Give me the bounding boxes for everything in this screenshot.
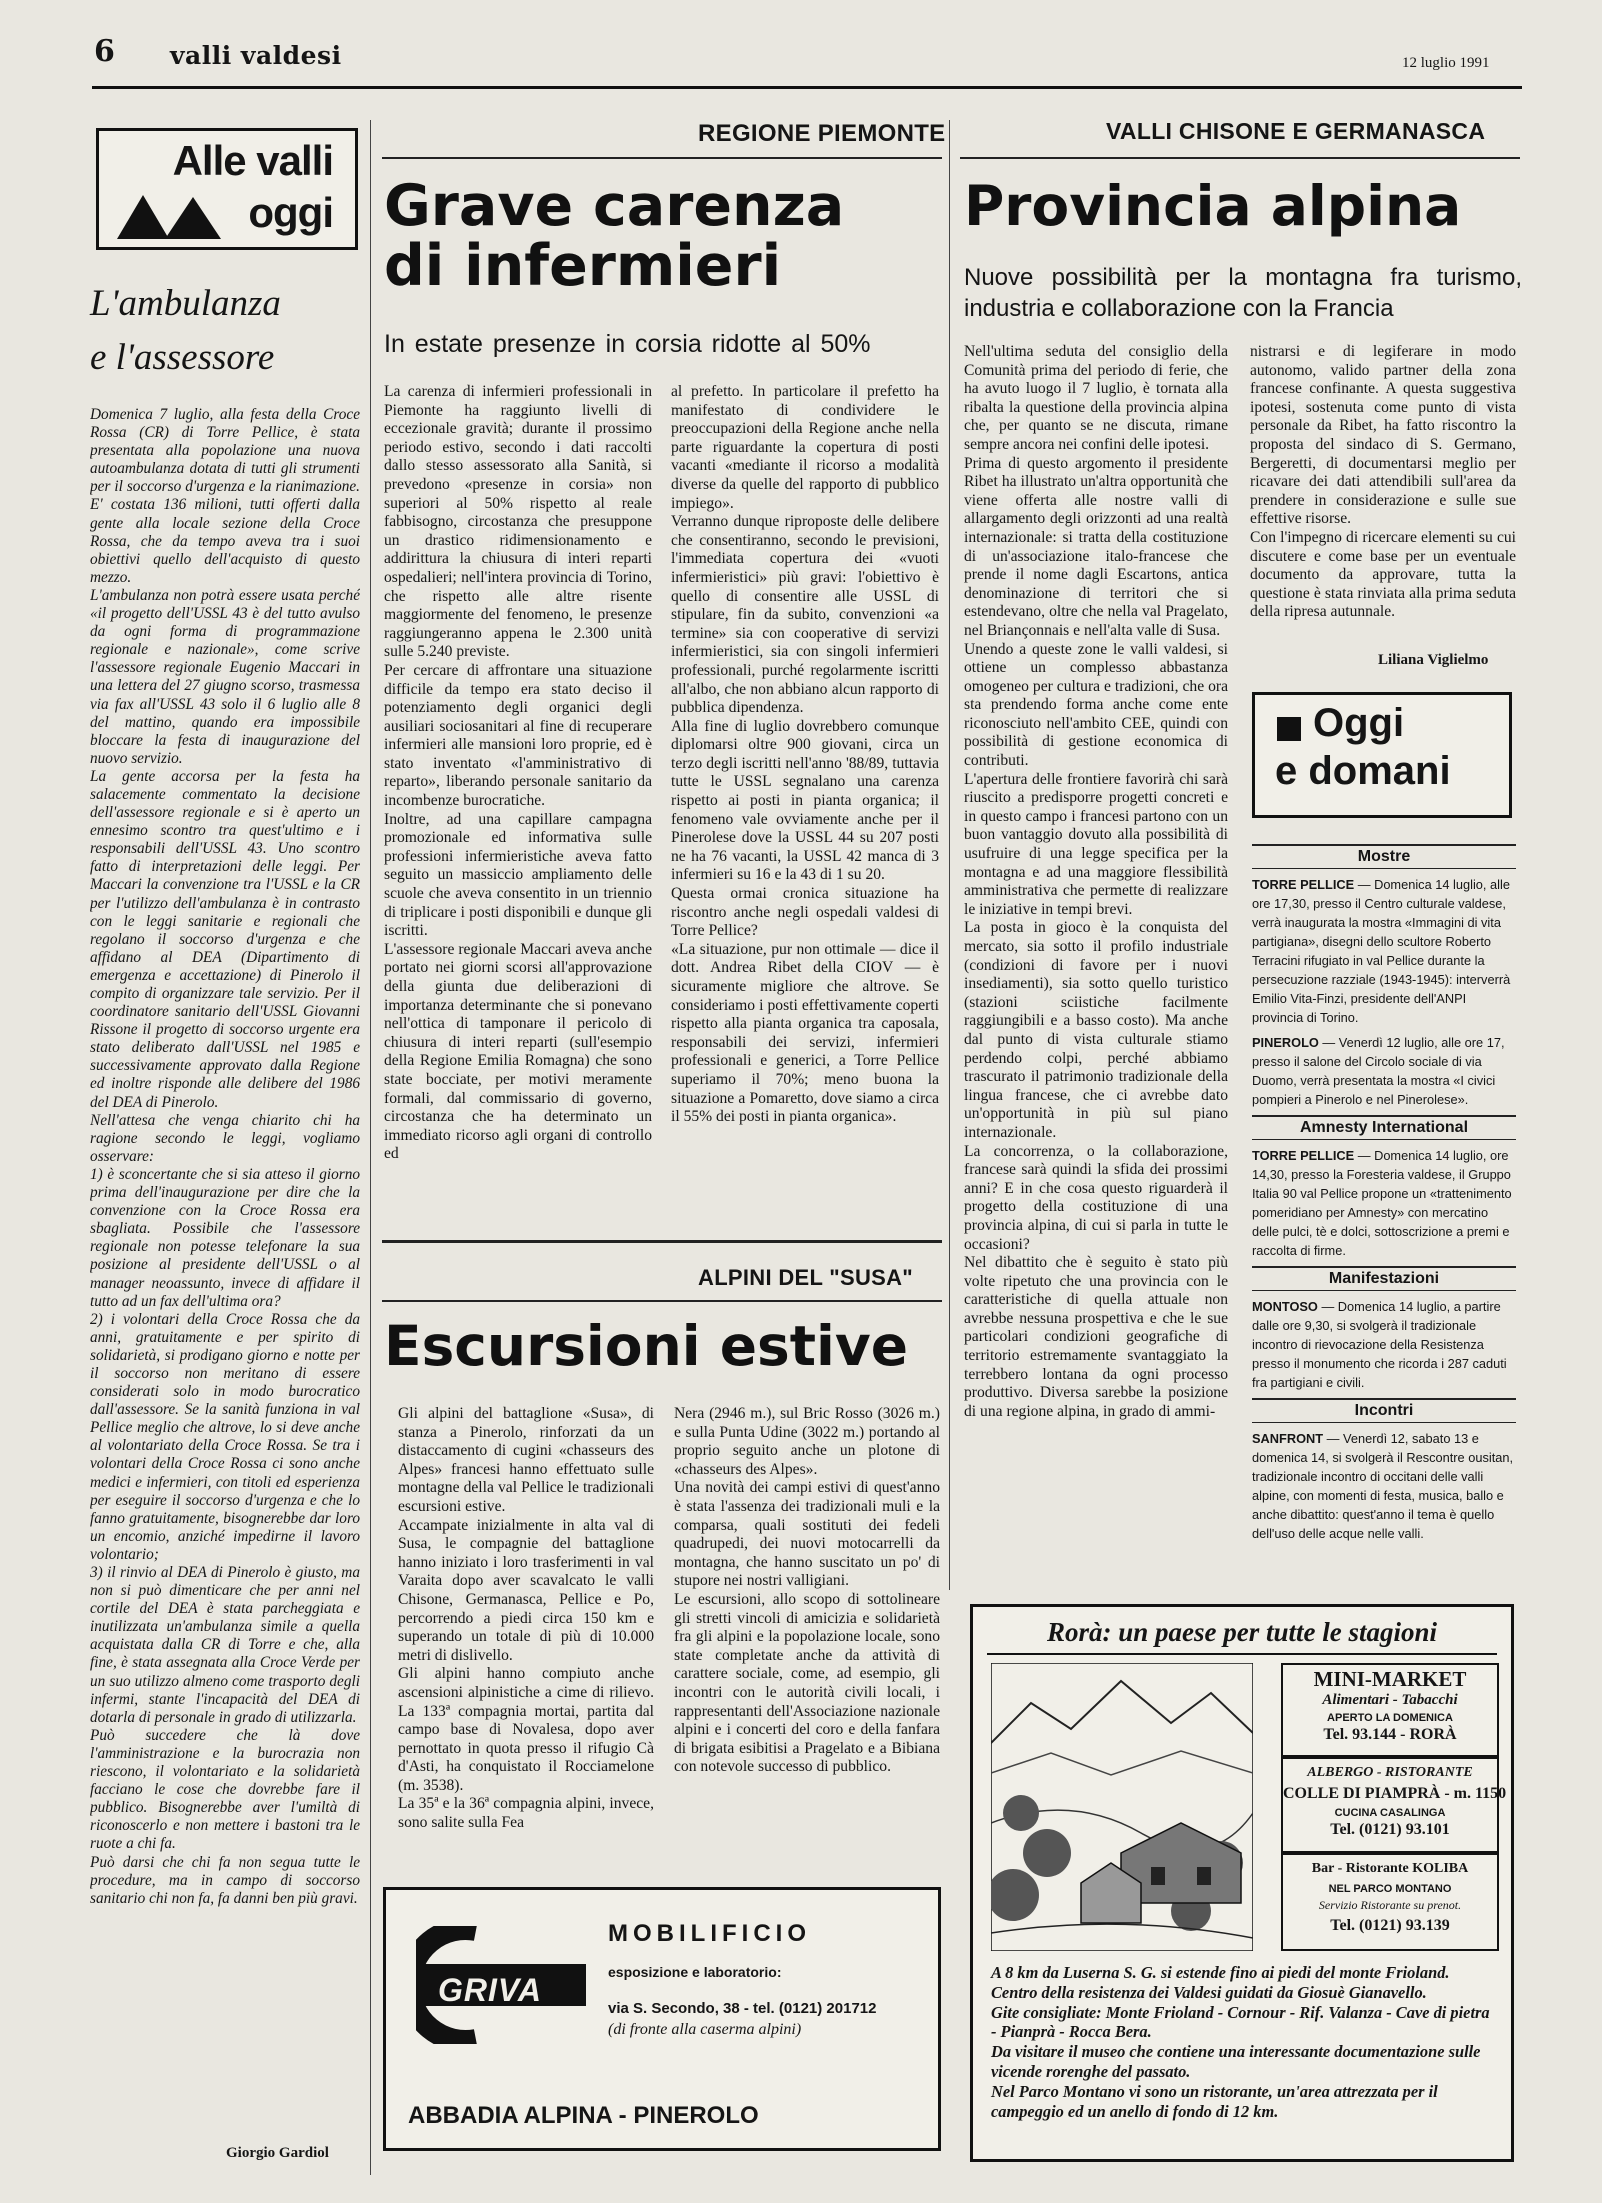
koliba-line1: NEL PARCO MONTANO bbox=[1328, 1883, 1452, 1895]
koliba-line2: Servizio Ristorante su prenot. bbox=[1318, 1898, 1462, 1912]
event-listings bbox=[1252, 844, 1516, 1584]
listing-entry bbox=[1252, 1146, 1516, 1260]
listing-place: MONTOSO bbox=[1252, 1299, 1322, 1314]
column-rule-left bbox=[370, 120, 371, 2175]
listing-section-heading: Mostre bbox=[1252, 844, 1516, 869]
listing-entry bbox=[1252, 1033, 1516, 1109]
listing-place: TORRE PELLICE bbox=[1252, 877, 1358, 892]
mini-market-title: MINI-MARKET bbox=[1313, 1667, 1467, 1691]
listing-place: PINEROLO bbox=[1252, 1035, 1323, 1050]
column-rule-right bbox=[949, 120, 950, 1590]
albergo-line2: CUCINA CASALINGA bbox=[1334, 1807, 1446, 1819]
village-illustration bbox=[991, 1663, 1253, 1951]
excursions-kicker: ALPINI DEL "SUSA" bbox=[698, 1265, 914, 1290]
center-headline-line2: di infermieri bbox=[384, 232, 782, 299]
griva-line1: esposizione e laboratorio: bbox=[608, 1964, 782, 1980]
rora-ad-text: A 8 km da Luserna S. G. si estende fino ai piedi del monte Frioland. Centro della resistenza dei Valdesi guidati da Giosuè Gianavello. Gite consigliate: Monte Frioland - Cornour - Rif. Valanza - Cave di pietra - Pianprà - Rocca Bera. Da visitare il museo che contiene una interessante documentazione sulle vicende rorenghe del passato. Nel Parco Montano vi sono un ristorante, un'area attrezzata per il campeggio ed un anello di fondo di 12 km. bbox=[991, 1963, 1490, 2121]
oggi-domani-box bbox=[1252, 692, 1512, 818]
left-article-title-2: e l'assessore bbox=[90, 337, 275, 378]
koliba-box bbox=[1281, 1853, 1499, 1951]
listing-text: — Venerdì 12, sabato 13 e domenica 14, si svolgerà il Rescontre ousitan, tradizionale incontro di occitani delle valli alpine, con momenti di festa, musica, ballo e anche dibattito: quest'anno il tema è quello dell'uso delle acque nelle valli. bbox=[1252, 1431, 1514, 1541]
right-headline: Provincia alpina bbox=[964, 174, 1462, 238]
griva-line3: (di fronte alla caserma alpini) bbox=[608, 2021, 802, 2038]
griva-title: MOBILIFICIO bbox=[608, 1920, 811, 1947]
header-rule bbox=[92, 86, 1522, 89]
right-kicker: VALLI CHISONE E GERMANASCA bbox=[1106, 118, 1486, 144]
center-headline-line1: Grave carenza bbox=[384, 173, 845, 239]
koliba-title: Bar - Ristorante KOLIBA bbox=[1311, 1861, 1469, 1876]
mini-market-line1: Alimentari - Tabacchi bbox=[1322, 1692, 1458, 1708]
left-article-title-1: L'ambulanza bbox=[90, 283, 281, 324]
listing-section-heading: Amnesty International bbox=[1252, 1115, 1516, 1140]
koliba-phone: Tel. (0121) 93.139 bbox=[1330, 1917, 1450, 1934]
logo-line2: oggi bbox=[248, 189, 333, 236]
center-headline bbox=[384, 173, 845, 299]
mini-market-box bbox=[1281, 1663, 1499, 1757]
mini-market-line2: APERTO LA DOMENICA bbox=[1327, 1712, 1453, 1724]
left-article-author: Giorgio Gardiol bbox=[226, 2145, 329, 2161]
listing-entry bbox=[1252, 1429, 1516, 1543]
excursions-headline: Escursioni estive bbox=[384, 1314, 909, 1378]
albergo-title: ALBERGO - RISTORANTE bbox=[1307, 1765, 1473, 1780]
listing-text: — Domenica 14 luglio, alle ore 17,30, presso il Centro culturale valdese, verrà inaugurata la mostra «Immagini di vita partigiana», disegni dello scultore Roberto Terracini rifugiato in val Pellice durante la persecuzione razziale (1943-1945): interverrà Emilio Vita-Finzi, presidente dell'ANPI provincia di Torino. bbox=[1252, 877, 1511, 1025]
right-article-author: Liliana Viglielmo bbox=[1378, 652, 1489, 668]
griva-line2: via S. Secondo, 38 - tel. (0121) 201712 bbox=[608, 2000, 877, 2017]
listing-section-heading: Incontri bbox=[1252, 1398, 1516, 1423]
oggi-domani-title-1: Oggi bbox=[1313, 701, 1405, 745]
page-number: 6 bbox=[94, 34, 115, 69]
center-bottom-rule bbox=[382, 1240, 942, 1243]
rora-ad bbox=[970, 1604, 1514, 2162]
listing-text: — Domenica 14 luglio, ore 14,30, presso la Foresteria valdese, il Gruppo Italia 90 val Pellice propone un «trattenimento pomeridiano per Amnesty» con mercatino delle pulci, tè e dolci, sottoscrizione a premi e raccolta di firme. bbox=[1252, 1148, 1512, 1258]
listing-text: — Venerdì 12 luglio, alle ore 17, presso il salone del Circolo sociale di via Duomo, verrà presentata la mostra «I civici pompieri a Pinerolo e nel Pinerolese». bbox=[1252, 1035, 1505, 1107]
listing-entry bbox=[1252, 875, 1516, 1027]
excursions-col2: Nera (2946 m.), sul Bric Rosso (3026 m.) e sulla Punta Udine (3022 m.) portando al proprio seguito anche un plotone di «chasseurs des Alpes». Una novità dei campi estivi di quest'anno è stata l'assenza dei tradizionali muli e la comparsa, quali sostituti dei fedeli quadrupedi, dei nuovi motocarrelli da montagna, che hanno suscitato un po' di stupore nei nostri valligiani. Le escursioni, allo scopo di sottolineare gli stretti vincoli di amicizia e solidarietà fra gli alpini e la popolazione locale, sono state completate anche da attività di carattere sociale, come, ad esempio, gli incontri con le autorità civili locali, i rappresentanti dell'Associazione nazionale alpini e i concerti del coro e della fanfara di brigata esibitisi a Pragelato e a Bibiana con notevole successo di pubblico. bbox=[674, 1405, 940, 1776]
right-subhead: Nuove possibilità per la montagna fra turismo, industria e collaborazione con la Francia bbox=[964, 264, 1522, 322]
albergo-line1: COLLE DI PIAMPRÀ - m. 1150 bbox=[1283, 1785, 1507, 1802]
excursions-kicker-rule bbox=[382, 1300, 942, 1302]
albergo-phone: Tel. (0121) 93.101 bbox=[1330, 1821, 1450, 1838]
alle-valli-oggi-logo bbox=[96, 128, 358, 250]
right-col1: Nell'ultima seduta del consiglio della Comunità prima del periodo di ferie, che ha avuto luogo il 7 luglio, è tornata alla ribalta la questione della provincia alpina che, per quanto se ne discuta, rimane sempre ancora nei confini delle ipotesi. Prima di questo argomento il presidente Ribet ha illustrato un'altra opportunità che viene offerta alle nostre valli di allargamento degli orizzonti ad una realtà internazionale: si tratta della costituzione di un'associazione italo-francese che prende il nome dagli Escartons, antica denominazione di territori che si estendevano, oltre che nella val Pragelato, nel Briançonnais e nell'alta valle di Susa. Unendo a queste zone le valli valdesi, si ottiene un complesso abbastanza omogeneo per cultura e tradizioni, che ora sta prendendo forma anche come ente riconosciuto nell'ambito CEE, quindi con possibilità di gestione economica di contributi. L'apertura delle frontiere favorirà chi sarà riuscito a predisporre progetti concreti e in questo campo i francesi partono con un buon vantaggio dovuto alla possibilità di usufruire di una legge specifica per la montagna e ad una maggiore flessibilità amministrativa che permette di realizzare le iniziative in tempi brevi. La posta in gioco è la conquista del mercato, sia sotto il profilo industriale (condizioni di favore per i nuovi insediamenti), sia sotto quello turistico (stazioni sciistiche facilmente raggiungibili e a basso costo). Ma anche dal punto di vista culturale stiamo perdendo colpi, perché abbiamo trascurato il patrimonio tradizionale della lingua francese, che ci avrebbe dato un'opportunità in più sul piano internazionale. La concorrenza, o la collaborazione, francese sarà quindi la sfida dei prossimi anni? E in che cosa questo riguarderà il progetto della costituzione di una provincia alpina, di cui si parla in tutte le occasioni? Nel dibattito che è seguito è stato più volte ripetuto che una provincia con le caratteristiche di quella attuale non avrebbe nessuna prospettiva e che le sue particolari condizioni geografiche di territorio estremamente svantaggiato la terrebbero lontana da ogni processo produttivo. Diversa sarebbe la posizione di una regione alpina, in grado di ammi- bbox=[964, 343, 1228, 1420]
rora-ad-title: Rorà: un paese per tutte le stagioni bbox=[1046, 1617, 1438, 1647]
square-bullet-icon bbox=[1277, 717, 1301, 741]
masthead: valli valdesi bbox=[170, 41, 342, 70]
listing-entry bbox=[1252, 1297, 1516, 1392]
griva-ad bbox=[383, 1887, 941, 2151]
listing-place: TORRE PELLICE bbox=[1252, 1148, 1358, 1163]
center-subhead: In estate presenze in corsia ridotte al 50% bbox=[384, 330, 871, 358]
center-kicker: REGIONE PIEMONTE bbox=[698, 120, 946, 147]
griva-logo-text: GRIVA bbox=[438, 1972, 542, 2008]
right-kicker-rule bbox=[960, 157, 1520, 159]
center-col1: La carenza di infermieri professionali in Piemonte ha raggiunto livelli di eccezionale gravità; durante il prossimo periodo estivo, secondo i dati raccolti dallo stesso assessorato alla Sanità, si prevedono «presenze in corsia» non superiori al 50% rispetto al reale fabbisogno, circostanza che presuppone un drastico ridimensionamento e addirittura la chiusura di interi reparti ospedalieri; nell'intera provincia di Torino, che rispetto alle altre risente maggiormente del fenomeno, le presenze raggiungeranno appena le 2.300 unità sulle 5.240 previste. Per cercare di affrontare una situazione difficile da tempo era stato deciso il potenziamento degli organici degli ausiliari sociosanitari al fine di recuperare infermieri alle mansioni loro proprie, ed è stato inventato «l'amministrativo di reparto», liberando personale sanitario da incombenze burocratiche. Inoltre, ad una capillare campagna promozionale ed informativa sulle professioni infermieristiche aveva fatto seguito un massiccio ampliamento delle scuole che aveva consentito in un triennio di triplicare i posti disponibili e dunque gli iscritti. L'assessore regionale Maccari aveva anche portato nei giorni scorsi all'approvazione della giunta due deliberazioni di importanza determinante che si ponevano nell'ottica di tamponare il pericolo di chiusura di interi reparti (sull'esempio della Regione Emilia Romagna) che sono state bocciate, per motivi meramente formali, dal commissario di governo, circostanza che ha determinato un immediato ricorso agli organi di controllo ed bbox=[384, 383, 652, 1163]
issue-date: 12 luglio 1991 bbox=[1402, 55, 1490, 71]
center-kicker-rule bbox=[382, 157, 942, 159]
listing-text: — Domenica 14 luglio, a partire dalle ore 9,30, si svolgerà il tradizionale incontro di rievocazione della Resistenza presso il monumento che ricorda i 287 caduti fra partigiani e civili. bbox=[1252, 1299, 1507, 1390]
listing-section-heading: Manifestazioni bbox=[1252, 1266, 1516, 1291]
left-article-body: Domenica 7 luglio, alla festa della Croce Rossa (CR) di Torre Pellice, è stata presentata alla popolazione una nuova autoambulanza dotata di tutti gli strumenti per il soccorso d'urgenza e la rianimazione. E' costata 136 milioni, tutti offerti dalla gente alla locale sezione della Croce Rossa, che da tempo aveva tra i suoi obiettivi quello dell'acquisto di questo mezzo. L'ambulanza non potrà essere usata perché «il progetto dell'USSL 43 è del tutto avulso da ogni forma di programmazione regionale e nazionale», come scrive l'assessore regionale Eugenio Maccari in una lettera del 27 giugno scorso, trasmessa via fax all'USSL 43 solo il 6 luglio alle 8 del mattino, quando era impossibile bloccare la festa di inaugurazione del nuovo servizio. La gente accorsa per la festa ha salacemente commentato la decisione dell'assessore regionale e si è aperto un ennesimo scontro tra quest'ultimo e i responsabili dell'USSL 43. Uno scontro fatto di interpretazioni delle leggi. Per Maccari la convenzione tra l'USSL e la CR per l'utilizzo dell'ambulanza è in contrasto con le leggi sanitarie e regionali che regolano il soccorso d'urgenza e che affidano al DEA (Dipartimento di emergenza e accettazione) di Pinerolo il compito di organizzare tale servizio. Per il coordinatore sanitario dell'USSL Giovanni Rissone il progetto di soccorso urgente era stato deliberato dall'USSL nel 1985 e successivamente approvato dalla Regione ed inoltre risponde alle delibere del 1986 del DEA di Pinerolo. Nell'attesa che venga chiarito chi ha ragione secondo le leggi, vogliamo osservare: 1) è sconcertante che si sia atteso il giorno prima dell'inaugurazione per dire che la convenzione con la Croce Rossa era sbagliata. Possibile che l'assessore regionale non potesse telefonare la sua posizione al presidente dell'USSL o al manager neoassunto, invece di affidare il tutto ad un fax dell'ultima ora? 2) i volontari della Croce Rossa che da anni, gratuitamente e per spirito di solidarietà, si prodigano giorno e notte per il soccorso non meritano di essere considerati solo in modo burocratico dall'assessore. Se la sanità funziona in val Pellice meglio che altrove, lo si deve anche al volontariato della Croce Rossa. Se tra i volontari della Croce Rossa ci sono anche medici e infermieri, con titoli ed esperienza per eseguire il soccorso d'urgenza e che lo fanno gratuitamente, bisognerebbe dar loro un encomio, anziché impedirne il lavoro volontario; 3) il rinvio al DEA di Pinerolo è giusto, ma non si può dimenticare che per anni nel cortile del DEA è stata parcheggiata e inutilizzata un'ambulanza simile a quella acquistata dalla CR di Torre e che, alla fine, è stata assegnata alla Croce Verde per un suo utilizzo almeno come trasporto degli infermi, stante l'incapacità del DEA di dotarla di personale in grado di utilizzarla. Può succedere che là dove l'amministrazione e la burocrazia non riescono, il volontariato e la solidarietà facciano le cose che dovrebbe fare il pubblico. Bisognerebbe aver l'umiltà di riconoscerlo e non mettere i bastoni tra le ruote a chi fa. Può darsi che chi fa non segua tutte le procedure, ma in campo di soccorso sanitario chi non fa, fa danni ben più gravi. bbox=[90, 406, 360, 1907]
listing-place: SANFRONT bbox=[1252, 1431, 1327, 1446]
excursions-col1: Gli alpini del battaglione «Susa», di stanza a Pinerolo, rinforzati da un distaccamento di cugini «chasseurs des Alpes» francesi hanno effettuato sulle montagne della val Pellice le tradizionali escursioni estive. Accampate inizialmente in alta val di Susa, le compagnie del battaglione hanno iniziato i loro trasferimenti in val Varaita dopo aver scavalcato le valli Chisone, Germanasca, Pellice e Po, percorrendo a piedi circa 150 km e superando un totale di più di 10.000 metri di dislivello. Gli alpini hanno compiuto anche ascensioni alpinistiche a cime di rilievo. La 133ª compagnia mortai, partita dal campo base di Novalesa, dopo aver pernottato in quota presso il rifugio Cà d'Asti, ha conquistato il Rocciamelone (m. 3538). La 35ª e la 36ª compagnia alpini, invece, sono salite sulla Fea bbox=[398, 1405, 654, 1832]
mini-market-phone: Tel. 93.144 - RORÀ bbox=[1323, 1726, 1457, 1743]
right-col2: nistrarsi e di legiferare in modo autonomo, valido partner della zona francese confinante. A questa suggestiva ipotesi, sostenuta come punto di vista personale da Ribet, ha fatto riscontro la proposta del sindaco di S. Germano, Bergeretti, di documentarsi meglio per ricavare dei dati attendibili sull'area da prendere in considerazione e sulle sue effettive risorse. Con l'impegno di ricercare elementi su cui discutere e come base per un eventuale documento da approvare, tutta la questione è stata rinviata alla prima seduta della ripresa autunnale. bbox=[1250, 343, 1516, 621]
griva-footer: ABBADIA ALPINA - PINEROLO bbox=[408, 2102, 759, 2129]
logo-line1: Alle valli bbox=[172, 137, 333, 184]
oggi-domani-title-2: e domani bbox=[1275, 749, 1451, 793]
mountains-icon bbox=[117, 193, 223, 239]
rora-ad-title-rule bbox=[987, 1653, 1497, 1655]
center-col2: al prefetto. In particolare il prefetto ha manifestato di condividere le preoccupazioni della Regione anche nella parte riguardante la copertura di posti vacanti «mediante il ricorso a modalità diverse da quelle del rapporto di pubblico impiego». Verranno dunque riproposte delle delibere che consentiranno, secondo le previsioni, l'immediata copertura dei «vuoti infermieristici» più gravi: l'obiettivo è quello di consentire alle USSL di stipulare, fin da subito, convenzioni «a termine» sia con cooperative di servizi infermieristici, sia con singoli infermieri professionali, purché regolarmente iscritti all'albo, che non abbiano alcun rapporto di pubblica dipendenza. Alla fine di luglio dovrebbero comunque diplomarsi oltre 900 giovani, circa un terzo degli iscritti nell'anno '88/89, tuttavia tutte le USSL segnalano una carenza rispetto ai posti in pianta organica; il fenomeno vale ovviamente anche per il Pinerolese dove la USSL 44 su 207 posti ne ha 76 vacanti, la USSL 42 manca di 3 infermieri su 16 e la 43 di 1 su 20. Questa ormai cronica situazione ha riscontro anche negli ospedali valdesi di Torre Pellice? «La situazione, pur non ottimale — dice il dott. Andrea Ribet della CIOV — è sicuramente migliore che altrove. Se consideriamo i posti effettivamente coperti rispetto alla pianta organica tra caposala, responsabili dei servizi, infermieri professionali e generici, a Torre Pellice superiamo il 70%; meno buona la situazione a Pomaretto, dove siamo a circa il 55% dei posti in pianta organica». bbox=[671, 383, 939, 1126]
albergo-box bbox=[1281, 1757, 1507, 1853]
